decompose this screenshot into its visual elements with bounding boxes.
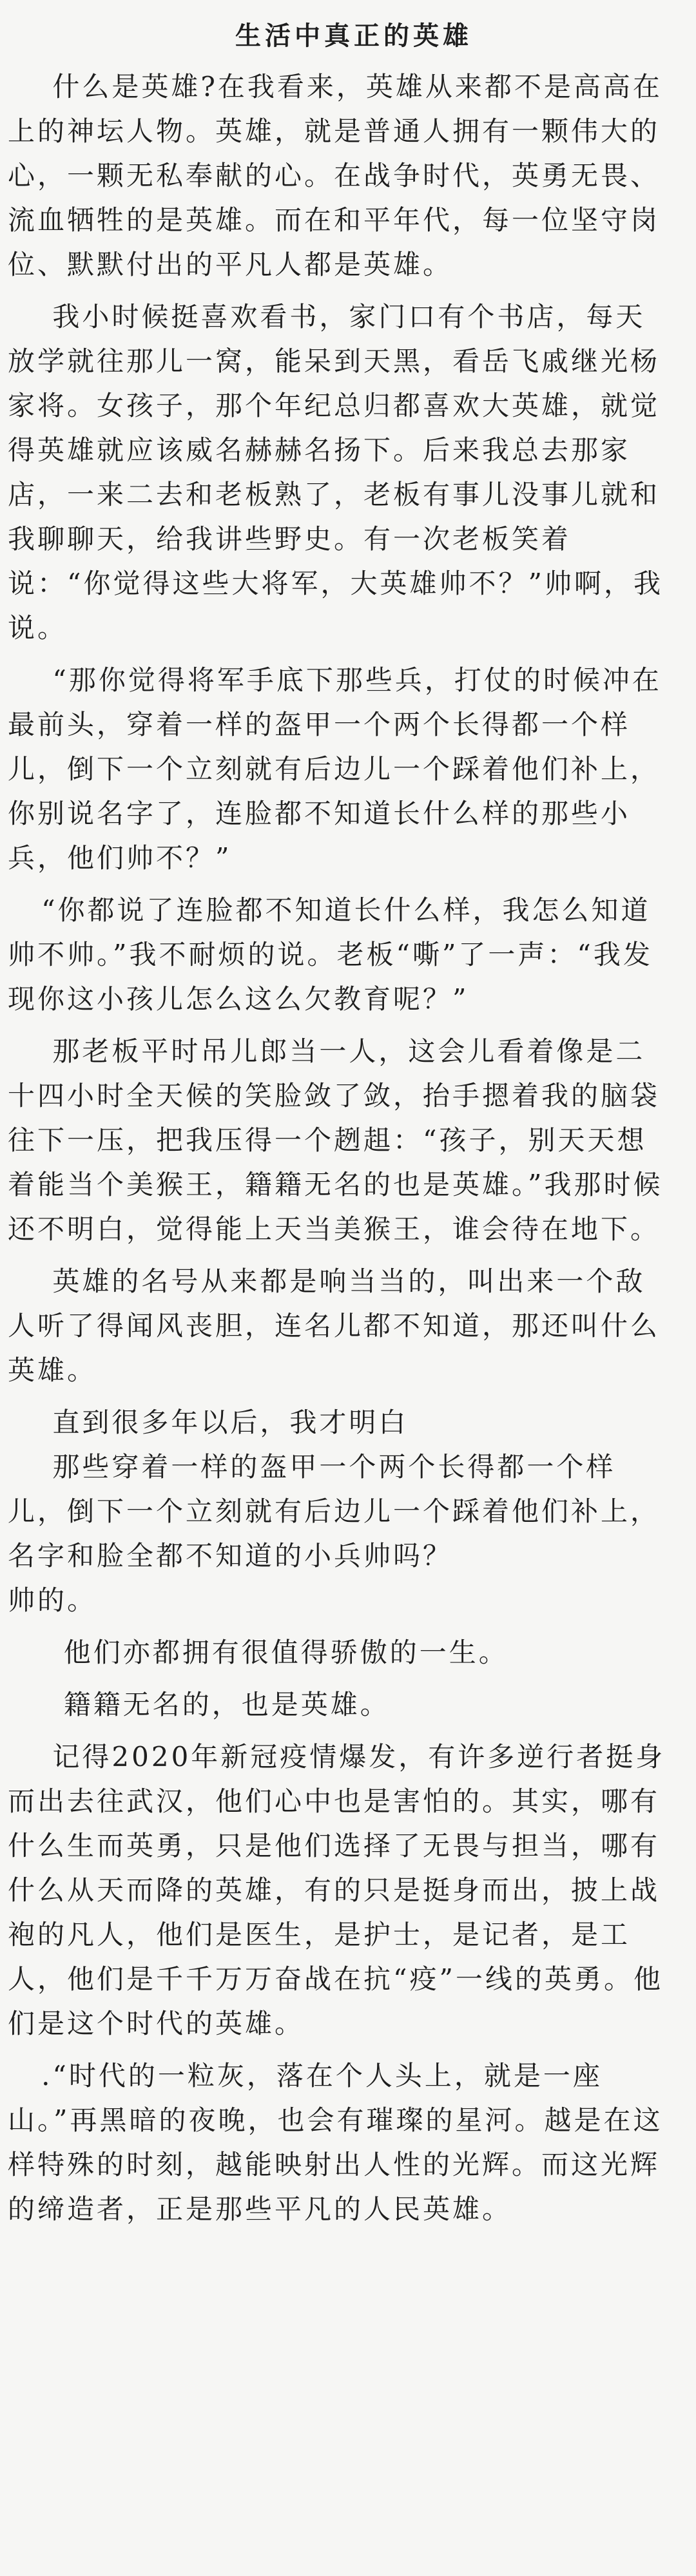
paragraph-9: 他们亦都拥有很值得骄傲的一生。 <box>8 1637 508 1668</box>
paragraph-4: “你都说了连脸都不知道长什么样，我怎么知道帅不帅。”我不耐烦的说。老板“嘶”了一声：“我发现你这小孩儿怎么这么欠教育呢？” <box>8 894 653 1015</box>
paragraph-2: 我小时候挺喜欢看书，家门口有个书店，每天放学就往那儿一窝，能呆到天黑，看岳飞戚继光杨家将。女孩子，那个年纪总归都喜欢大英雄，就觉得英雄就应该威名赫赫名扬下。后来我总去那家店，一来二去和老板熟了，老板有事儿没事儿就和我聊聊天，给我讲些野史。有一次老板笑着说：“你觉得这些大将军，大英雄帅不？”帅啊，我说。 <box>8 301 663 644</box>
paragraph-6: 英雄的名号从来都是响当当的，叫出来一个敌人听了得闻风丧胆，连名儿都不知道，那还叫什么英雄。 <box>8 1265 661 1386</box>
paragraph-7: 直到很多年以后，我才明白 <box>8 1407 409 1438</box>
paragraph-12: .“时代的一粒灰，落在个人头上，就是一座山。”再黑暗的夜晚，也会有璀璨的星河。越是在这样特殊的时刻，越能映射出人性的光辉。而这光辉的缔造者，正是那些平凡的人民英雄。 <box>8 2060 663 2225</box>
paragraph-1: 什么是英雄?在我看来，英雄从来都不是高高在上的神坛人物。英雄，就是普通人拥有一颗伟大的心，一颗无私奉献的心。在战争时代，英勇无畏、流血牺牲的是英雄。而在和平年代，每一位坚守岗位、默默付出的平凡人都是英雄。 <box>8 71 662 280</box>
paragraph-5: 那老板平时吊儿郎当一人，这会儿看着像是二十四小时全天候的笑脸敛了敛，抬手摁着我的脑袋往下一压，把我压得一个趔趄：“孩子，别天天想着能当个美猴王，籍籍无名的也是英雄。”我那时候还不明白，觉得能上天当美猴王，谁会待在地下。 <box>8 1035 663 1245</box>
essay-title: 生活中真正的英雄 <box>235 21 472 51</box>
paragraph-11: 记得2020年新冠疫情爆发，有许多逆行者挺身而出去往武汉，他们心中也是害怕的。其实，哪有什么生而英勇，只是他们选择了无畏与担当，哪有什么从天而降的英雄，有的只是挺身而出，披上战袍的凡人，他们是医生，是护士，是记者，是工人，他们是千千万万奋战在抗“疫”一线的英勇。他们是这个时代的英雄。 <box>8 1741 666 2039</box>
paragraph-3: “那你觉得将军手底下那些兵，打仗的时候冲在最前头，穿着一样的盔甲一个两个长得都一个样儿，倒下一个立刻就有后边儿一个踩着他们补上，你别说名字了，连脸都不知道长什么样的那些小兵，他们帅不？” <box>8 664 662 874</box>
paragraph-8: 那些穿着一样的盔甲一个两个长得都一个样儿，倒下一个立刻就有后边儿一个踩着他们补上，名字和脸全都不知道的小兵帅吗？ 帅的。 <box>8 1451 661 1616</box>
paragraph-10: 籍籍无名的，也是英雄。 <box>8 1689 390 1720</box>
